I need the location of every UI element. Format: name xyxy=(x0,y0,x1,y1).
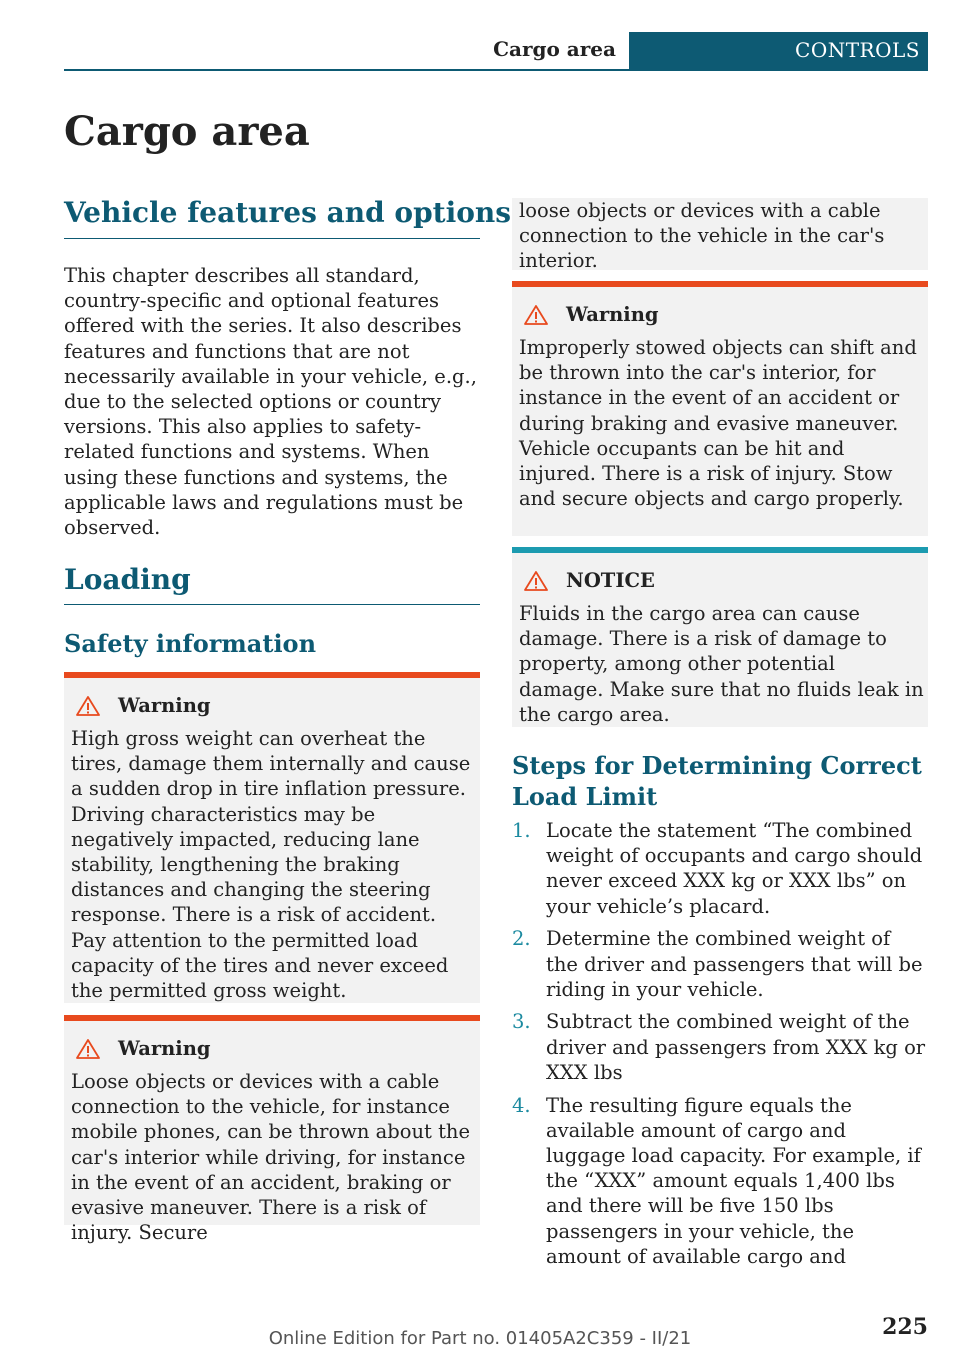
heading-loading: Loading xyxy=(64,563,191,596)
warning-title: Warning xyxy=(118,1037,211,1060)
page-number: 225 xyxy=(882,1314,928,1340)
warning-title: Warning xyxy=(118,694,211,717)
warning-bar xyxy=(512,281,928,287)
notice-bar xyxy=(512,547,928,553)
footer-edition: Online Edition for Part no. 01405A2C359 - II/21 xyxy=(268,1328,692,1349)
warning-box xyxy=(512,281,928,536)
step-number: 4. xyxy=(512,1093,531,1117)
warning-triangle-icon xyxy=(524,305,548,325)
list-item xyxy=(512,1009,928,1085)
heading-safety-information: Safety information xyxy=(64,629,317,658)
header-rule xyxy=(64,69,928,71)
step-number: 2. xyxy=(512,927,531,951)
notice-heading xyxy=(519,569,655,592)
warning-title: Warning xyxy=(566,303,659,326)
step-number: 1. xyxy=(512,819,531,842)
vehicle-features-text: This chapter describes all standard, country-specific and optional features offered with the series. It also describes features and functions that are not necessarily available in your vehicle, e.g., due to the selected options or country versions. This also applies to safety-related functions and systems. When using these functions and systems, the applicable laws and regulations must be observed. xyxy=(64,264,477,540)
warning-box xyxy=(64,1015,480,1245)
step-text: Subtract the combined weight of the driver and passengers from XXX kg or XXX lbs xyxy=(546,1010,926,1084)
divider xyxy=(64,238,480,239)
warning-box xyxy=(64,672,480,1003)
warning-heading xyxy=(71,1037,211,1060)
list-item xyxy=(512,1093,928,1269)
warning-text: Loose objects or devices with a cable connection to the vehicle, for instance mobile phones, can be thrown about the car's interior while driving, for instance in the event of an accident, braking or evasive maneuver. There is a risk of injury. Secure xyxy=(71,1070,471,1245)
notice-text: Fluids in the cargo area can cause damage. There is a risk of damage to property, among other potential damage. Make sure that no fluids leak in the cargo area. xyxy=(519,602,924,726)
warning-bar xyxy=(64,672,480,678)
warning-bar xyxy=(64,1015,480,1021)
step-text: Determine the combined weight of the driver and passengers that will be riding in your vehicle. xyxy=(546,927,923,1001)
notice-title: NOTICE xyxy=(566,569,655,592)
step-text: Locate the statement “The combined weight of occupants and cargo should never exceed XXX kg or XXX lbs” on your vehicle’s placard. xyxy=(546,819,923,918)
step-text: The resulting figure equals the available amount of cargo and luggage load capacity. For example, if the “XXX” amount equals 1,400 lbs and there will be five 150 lbs passengers in your vehicle, the amount of available cargo and xyxy=(546,1093,921,1268)
divider xyxy=(64,604,480,605)
warning-heading xyxy=(71,694,211,717)
list-item xyxy=(512,818,928,919)
warning-heading xyxy=(519,303,659,326)
page-title: Cargo area xyxy=(64,108,310,155)
warning-text: loose objects or devices with a cable connection to the vehicle in the car's interior. xyxy=(519,199,885,273)
warning-text: Improperly stowed objects can shift and be thrown into the car's interior, for instance in the event of an accident or during braking and evasive maneuver. Vehicle occupants can be hit and injured. There is a risk of injury. Stow and secure objects and cargo properly. xyxy=(519,336,917,511)
notice-box xyxy=(512,547,928,727)
header-section-title: Cargo area xyxy=(493,37,616,61)
steps-list xyxy=(512,818,928,1276)
heading-vehicle-features: Vehicle features and options xyxy=(64,196,512,229)
warning-triangle-icon xyxy=(76,1039,100,1059)
warning-box-continued xyxy=(512,198,928,273)
header-chapter-tab: CONTROLS xyxy=(629,32,928,71)
step-number: 3. xyxy=(512,1010,531,1034)
warning-triangle-icon xyxy=(76,696,100,716)
warning-triangle-icon xyxy=(524,571,548,591)
warning-text: High gross weight can overheat the tires, damage them internally and cause a sudden drop in tire inflation pressure. Driving characteristics may be negatively impacted, reducing lane stability, lengthening the braking distances and changing the steering response. There is a risk of accident. Pay attention to the permitted load capacity of the tires and never exceed the permitted gross weight. xyxy=(71,727,471,1003)
list-item xyxy=(512,926,928,1002)
heading-steps-load-limit: Steps for Determining Correct Load Limit xyxy=(512,751,922,811)
